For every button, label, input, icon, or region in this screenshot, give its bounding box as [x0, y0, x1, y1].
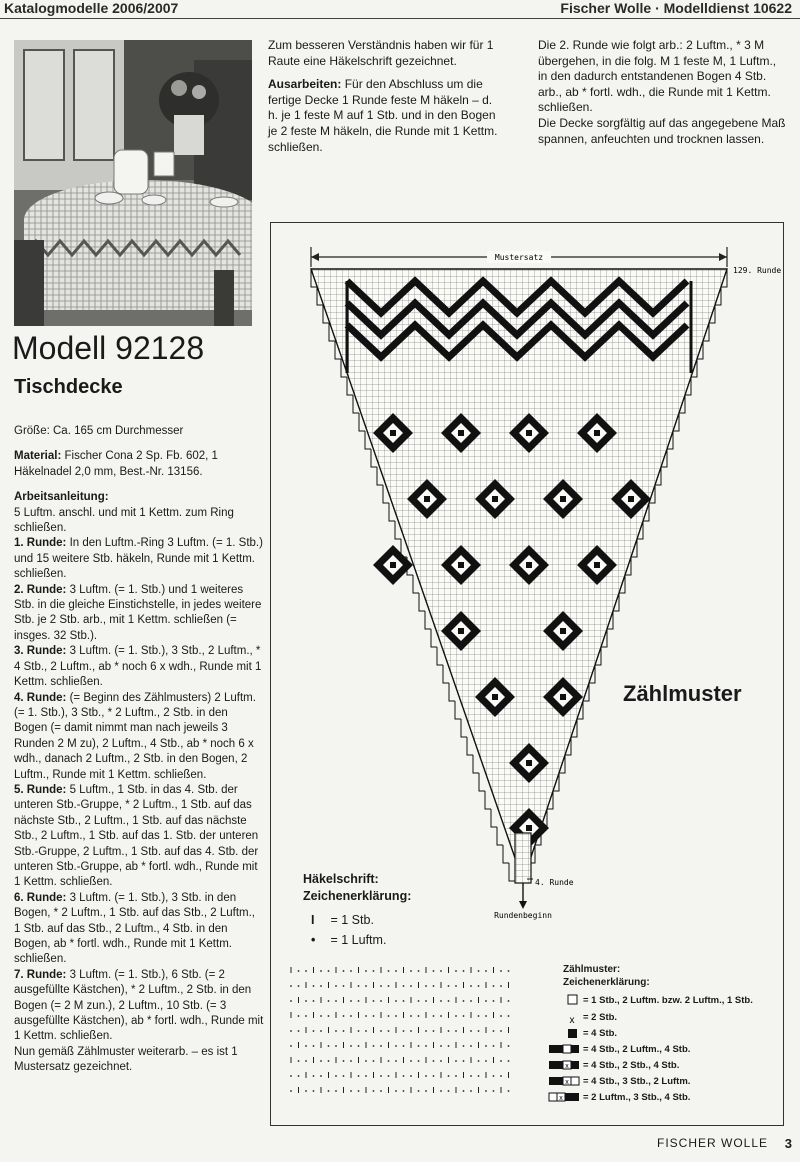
filled-empty-icon — [549, 1045, 579, 1053]
instructions-column — [14, 424, 264, 1076]
zaehl-legend-title: Zählmuster: Zeichenerklärung: — [563, 964, 650, 988]
size-label: Größe: — [14, 425, 50, 437]
size-value: Ca. 165 cm Durchmesser — [53, 425, 184, 437]
svg-text:x: x — [565, 1079, 569, 1086]
round-7: 7. Runde: 3 Luftm. (= 1. Stb.), 6 Stb. (= 2 ausgefüllte Kästchen), * 2 Luftm., 2 Stb. in den Bogen (= 2 M zun.), 2 Luftm., 10 Stb. (= 3 ausgefüllte Kästchen), ab * fortl. wdh., Runde mit 1 Kettm. schließen. — [14, 968, 264, 1043]
zaehl-legend-item: = 4 Stb., 3 Stb., 2 Luftm. — [583, 1076, 691, 1087]
chart-panel — [270, 222, 784, 1126]
material-label: Material: — [14, 450, 62, 463]
x-empty-icon — [549, 1077, 579, 1086]
header-left: Katalogmodelle 2006/2007 — [4, 0, 179, 16]
repeat-label: Mustersatz — [494, 253, 544, 262]
model-title: Modell 92128 — [12, 330, 205, 366]
round-4: 4. Runde: (= Beginn des Zählmusters) 2 Luftm. (= 1. Stb.), 3 Stb., * 2 Luftm., 2 Stb. in den Bogen (= damit nimmt man nach jeweils 3 Runden 2 M zu), 2 Luftm., 4 Stb., ab * noch 6 x wdh., danach 2 Luftm., 2 Stb. in den Bogen, 2 Luftm., Runde mit 1 Kettm. schließen. — [14, 691, 256, 781]
diamond-motif — [373, 545, 413, 585]
material-value: Fischer Cona 2 Sp. Fb. 602, 1 Häkelnadel 2,0 mm, Best.-Nr. 13156. — [14, 450, 218, 478]
right-paragraph-2: Die Decke sorgfältig auf das angegebene Maß spannen, anfeuchten und trocknen lassen. — [538, 115, 786, 146]
x-icon: x — [569, 1015, 575, 1026]
zaehl-legend-item: = 1 Stb., 2 Luftm. bzw. 2 Luftm., 1 Stb. — [583, 995, 753, 1006]
round-3: 3. Runde: 3 Luftm. (= 1. Stb.), 3 Stb., 2 Luftm., * 4 Stb., 2 Luftm., ab * noch 6 x wdh., Runde mit 1 Kettm. schließen. — [14, 645, 262, 689]
finish-paragraph: Ausarbeiten: Für den Abschluss um die fertige Decke 1 Runde feste M häkeln – d. h. je 1 feste M auf 1 Stb. und in den Bogen je 2 feste M häkeln, die Runde mit 1 Kettm. schließen. — [268, 77, 498, 154]
haekel-legend-title: Häkelschrift: Zeichenerklärung: — [303, 872, 412, 903]
round-2: 2. Runde: 3 Luftm. (= 1. Stb.) und 1 weiteres Stb. in die gleiche Einstichstelle, in jedes weitere Stb. je 2 Stb. arb., mit 1 Kettm. schließen (= insges. 32 Stb.). — [14, 583, 262, 642]
chart-title: Zählmuster — [623, 681, 742, 706]
round-1: 1. Runde: In den Luftm.-Ring 3 Luftm. (= 1. Stb.) und 15 weitere Stb. häkeln, Runde mit 1 Kettm. schließen. — [14, 537, 263, 581]
instructions-intro: 5 Luftm. anschl. und mit 1 Kettm. zum Ring schließen. — [14, 506, 234, 535]
haekel-legend-item-stb: I = 1 Stb. — [311, 913, 374, 927]
haekel-grid — [290, 967, 509, 1093]
chart-svg — [271, 223, 783, 1125]
footer-brand: FISCHER WOLLE — [656, 1136, 768, 1150]
zaehl-legend-item: = 4 Stb. — [583, 1028, 618, 1039]
empty-x-filled-icon — [549, 1093, 579, 1102]
header-right: Fischer Wolle · Modelldienst 10622 — [560, 0, 792, 16]
right-paragraph-1: Die 2. Runde wie folgt arb.: 2 Luftm., * 3 M übergehen, in die folg. M 1 feste M, 1 Luftm., in den dadurch entstandenen Bogen 4 Stb. arb., ab * fortl. wdh., die Runde mit 1 Kettm. schließen. — [538, 38, 777, 115]
instructions-closing: Nun gemäß Zählmuster weiterarb. – es ist 1 Mustersatz gezeichnet. — [14, 1045, 238, 1074]
x-filled-icon — [549, 1061, 579, 1070]
model-subtitle: Tischdecke — [14, 376, 123, 398]
material-line — [14, 449, 264, 480]
instructions — [14, 490, 264, 1075]
top-round-label: 129. Runde — [733, 266, 782, 275]
middle-paragraph: Zum besseren Verständnis haben wir für 1 Raute eine Häkelschrift gezeichnet. — [268, 38, 494, 68]
haekel-legend-item-luftm: • = 1 Luftm. — [311, 933, 387, 947]
start-round-label: 4. Runde — [535, 878, 574, 887]
start-label: Rundenbeginn — [494, 911, 552, 920]
round-5: 5. Runde: 5 Luftm., 1 Stb. in das 4. Stb. der unteren Stb.-Gruppe, * 2 Luftm., 1 Stb. auf das nächste Stb., 2 Luftm., 1 Stb. auf das nächste Stb., 2 Luftm., 1 Stb. auf das 1. Stb. der unteren Stb.-Gruppe, 2 Luftm., 1 Stb. auf das 4. Stb. der unteren Stb.-Gruppe, ab * fortl. wdh., Runde mit 1 Kettm. schließen. — [14, 783, 259, 889]
header-rule — [0, 18, 800, 19]
tablecloth-photo — [14, 40, 252, 326]
zaehl-legend-item: = 4 Stb., 2 Stb., 4 Stb. — [583, 1060, 680, 1071]
filled-box-icon — [568, 1029, 577, 1038]
svg-text:x: x — [565, 1063, 569, 1070]
zaehl-legend-item: = 2 Luftm., 3 Stb., 4 Stb. — [583, 1092, 691, 1103]
empty-box-icon — [568, 995, 577, 1004]
right-column — [538, 38, 788, 147]
round-6: 6. Runde: 3 Luftm. (= 1. Stb.), 3 Stb. in den Bogen, * 2 Luftm., 1 Stb. auf das Stb., 2 Luftm., 1 Stb. auf das Stb., 2 Luftm., 4 Stb. in den Bogen, ab * fortl. wdh., Runde mit 1 Kettm. schließen. — [14, 891, 256, 966]
svg-text:x: x — [559, 1095, 563, 1102]
instructions-label: Arbeitsanleitung: — [14, 491, 109, 504]
legend-symbols — [549, 995, 579, 1102]
page-number: 3 — [784, 1136, 792, 1151]
middle-column — [268, 38, 502, 163]
size-line — [14, 424, 264, 439]
zaehl-legend-item: = 4 Stb., 2 Luftm., 4 Stb. — [583, 1044, 691, 1055]
zaehl-legend-item: = 2 Stb. — [583, 1012, 618, 1023]
